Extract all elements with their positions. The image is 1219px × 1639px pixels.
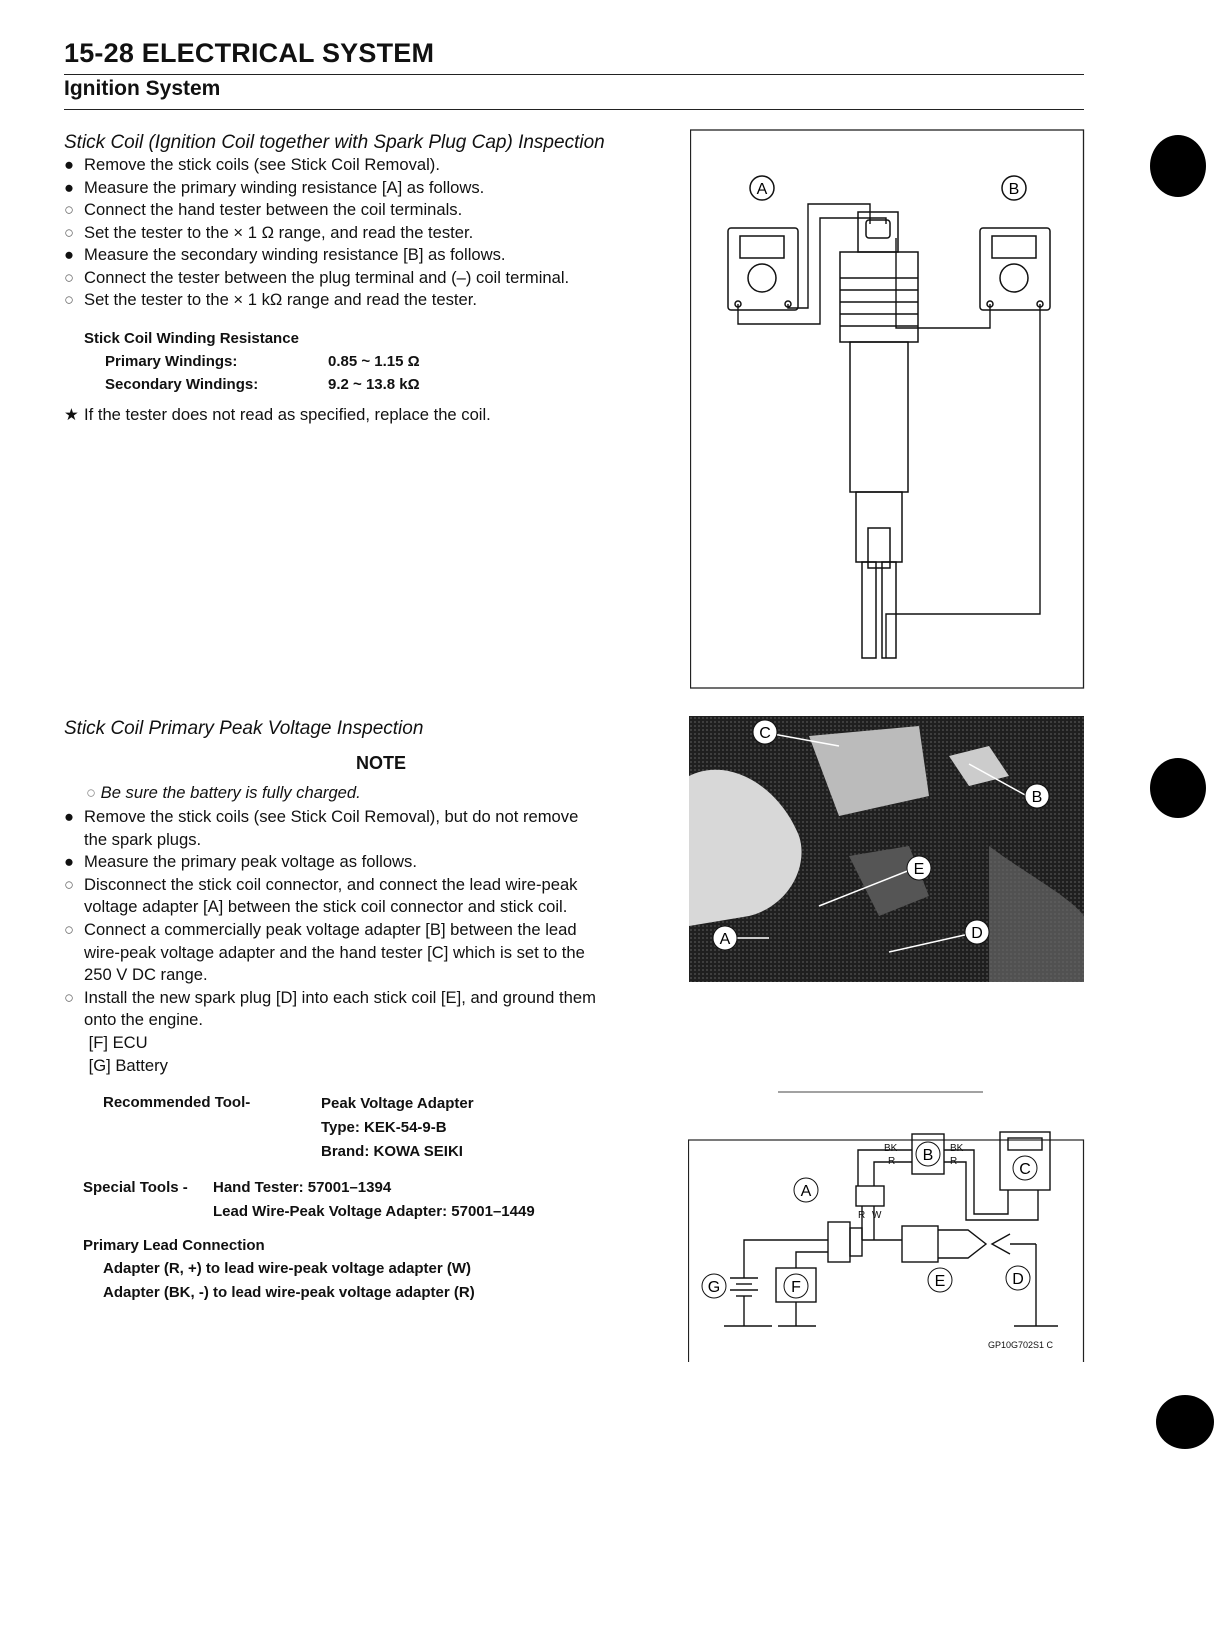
spec-secondary-label: Secondary Windings: [105, 376, 259, 393]
recommended-tool-type: Type: KEK-54-9-B [321, 1119, 447, 1136]
svg-text:C: C [759, 725, 771, 742]
svg-text:E: E [913, 861, 925, 878]
figure-code: GP10G702S1 C [988, 1340, 1054, 1350]
list-item [64, 267, 569, 289]
connection-line-1: Adapter (R, +) to lead wire-peak voltage adapter (W) [103, 1260, 471, 1277]
diagram-label-g [702, 1274, 726, 1298]
photo-label-a [713, 926, 737, 950]
wiring-diagram [688, 1090, 1085, 1362]
bullet-marker: ● [64, 852, 75, 872]
list-item-text: Measure the primary winding resistance [A] as follows. [84, 177, 485, 197]
wire-r-2: R [950, 1156, 958, 1167]
stick-coil [840, 212, 918, 658]
binding-hole-1 [1150, 135, 1206, 197]
spec-primary-value: 0.85 ~ 1.15 Ω [328, 353, 420, 370]
svg-text:G: G [707, 1279, 721, 1296]
photo-label-d [965, 920, 989, 944]
list-item [64, 177, 484, 199]
page-title: 15-28 ELECTRICAL SYSTEM [64, 38, 435, 68]
bullet-marker: ● [64, 807, 75, 826]
list-item-text: Install the new spark plug [D] into each stick coil [E], and ground them [84, 987, 596, 1007]
diagram-label-a [794, 1178, 818, 1202]
list-item-text: Connect the hand tester between the coil terminals. [84, 200, 463, 219]
svg-text:F: F [791, 1279, 801, 1296]
photo-label-e [907, 856, 931, 880]
peak-voltage-photo [689, 716, 1084, 982]
list-item [64, 829, 201, 851]
note-text [86, 782, 361, 804]
list-item-text: Measure the secondary winding resistance [B] as follows. [84, 245, 506, 264]
bullet-marker: ● [64, 245, 75, 264]
bullet-marker: ● [64, 155, 75, 174]
bullet-marker: ○ [64, 874, 75, 894]
wire-bk-2: BK [950, 1143, 964, 1154]
list-item-text: Connect a commercially peak voltage adapter [B] between the lead [84, 920, 577, 939]
wire-r-3: R [858, 1210, 866, 1221]
section2-title: Stick Coil Primary Peak Voltage Inspection [64, 718, 424, 739]
connection-title: Primary Lead Connection [83, 1237, 265, 1254]
recommended-tool-name: Peak Voltage Adapter [321, 1095, 474, 1112]
star-note [64, 404, 491, 426]
connection-line-2: Adapter (BK, -) to lead wire-peak voltage adapter (R) [103, 1284, 475, 1301]
note-heading: NOTE [356, 753, 407, 773]
list-item [64, 942, 585, 964]
list-item [64, 806, 578, 828]
bullet-marker: ● [64, 177, 75, 197]
list-item [64, 1055, 168, 1077]
diagram-label-c [1013, 1156, 1037, 1180]
star-marker: ★ [64, 405, 79, 424]
list-item-text: [G] Battery [84, 1055, 168, 1075]
list-item [64, 874, 577, 896]
svg-text:B: B [1031, 789, 1043, 806]
bullet-marker: ○ [64, 290, 75, 309]
special-tool-2: Lead Wire-Peak Voltage Adapter: 57001–1449 [213, 1203, 535, 1220]
spec-primary-label: Primary Windings: [105, 353, 238, 370]
wire-w: W [872, 1210, 882, 1221]
figure1-label-a [750, 176, 774, 200]
special-tools-label: Special Tools - [83, 1179, 188, 1196]
list-item-text: Measure the primary peak voltage as follows. [84, 852, 417, 872]
bullet-marker: ○ [64, 920, 75, 939]
list-item [64, 1032, 148, 1054]
svg-text:D: D [1012, 1271, 1024, 1288]
note-text-content: Be sure the battery is fully charged. [100, 783, 361, 802]
subtitle-rule [64, 109, 1084, 110]
list-item [64, 154, 440, 176]
photo-label-b [1025, 784, 1049, 808]
list-item [64, 199, 462, 221]
tester-a [728, 228, 798, 310]
diagram-label-b [916, 1142, 940, 1166]
spec-secondary-value: 9.2 ~ 13.8 kΩ [328, 376, 420, 393]
svg-text:B: B [1008, 181, 1020, 198]
test-leads [738, 204, 1040, 658]
list-item-text: Remove the stick coils (see Stick Coil Removal), but do not remove [84, 807, 579, 826]
binding-hole-2 [1150, 758, 1206, 818]
recommended-tool-brand: Brand: KOWA SEIKI [321, 1143, 463, 1160]
list-item-text: the spark plugs. [84, 829, 202, 849]
list-item-text: voltage adapter [A] between the stick coil connector and stick coil. [84, 897, 568, 917]
header-rule [64, 74, 1084, 75]
list-item-text: Set the tester to the × 1 kΩ range and read the tester. [84, 290, 477, 309]
star-text: If the tester does not read as specified, replace the coil. [84, 405, 491, 424]
list-item [64, 222, 473, 244]
binding-hole-3 [1156, 1395, 1214, 1449]
svg-text:B: B [922, 1147, 934, 1164]
coil-resistance-figure [690, 128, 1085, 690]
list-item [64, 987, 596, 1009]
list-item-text: Disconnect the stick coil connector, and connect the lead wire-peak [84, 874, 578, 894]
list-item-text: Set the tester to the × 1 Ω range, and read the tester. [84, 222, 474, 242]
list-item [64, 964, 208, 986]
bullet-marker: ○ [64, 200, 75, 219]
spec-title: Stick Coil Winding Resistance [84, 330, 299, 347]
svg-text:E: E [934, 1273, 946, 1290]
list-item [64, 1009, 203, 1031]
bullet-marker: ○ [64, 987, 75, 1007]
photo-label-c [753, 720, 777, 744]
special-tool-1: Hand Tester: 57001–1394 [213, 1179, 392, 1196]
list-item-text: Remove the stick coils (see Stick Coil Removal). [84, 155, 440, 174]
svg-text:D: D [971, 925, 983, 942]
list-item [64, 851, 417, 873]
note-marker: ○ [86, 783, 101, 802]
diagram-label-e [928, 1268, 952, 1292]
svg-text:A: A [800, 1183, 812, 1200]
bullet-marker: ○ [64, 222, 75, 242]
recommended-tool-label: Recommended Tool- [103, 1094, 251, 1111]
wire-bk-1: BK [884, 1143, 898, 1154]
diagram-label-d [1006, 1266, 1030, 1290]
wire-r-1: R [888, 1156, 896, 1167]
list-item-text: onto the engine. [84, 1010, 204, 1030]
list-item [64, 896, 567, 918]
section-subtitle: Ignition System [64, 77, 221, 100]
svg-text:A: A [756, 181, 768, 198]
list-item-text: 250 V DC range. [84, 965, 208, 985]
section1-title: Stick Coil (Ignition Coil together with Spark Plug Cap) Inspection [64, 132, 605, 153]
list-item-text: [F] ECU [84, 1033, 148, 1052]
tester-b [980, 228, 1050, 310]
list-item [64, 244, 506, 266]
bullet-marker: ○ [64, 267, 75, 287]
list-item [64, 289, 477, 311]
svg-text:A: A [719, 931, 731, 948]
diagram-label-f [784, 1274, 808, 1298]
svg-text:C: C [1019, 1161, 1031, 1178]
list-item [64, 919, 577, 941]
list-item-text: wire-peak voltage adapter and the hand tester [C] which is set to the [84, 942, 585, 962]
list-item-text: Connect the tester between the plug terminal and (–) coil terminal. [84, 267, 570, 287]
figure1-label-b [1002, 176, 1026, 200]
